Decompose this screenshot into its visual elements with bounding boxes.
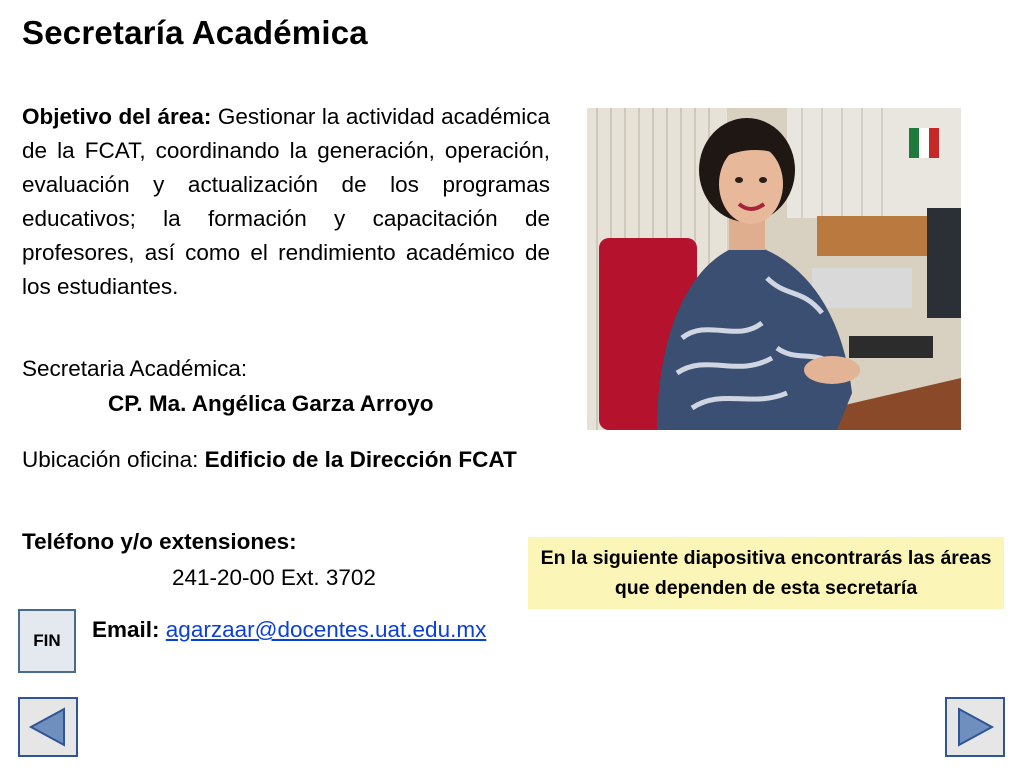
location-value: Edificio de la Dirección FCAT [204, 447, 517, 472]
email-row [92, 617, 486, 643]
triangle-right-icon [953, 705, 997, 749]
objective-label: Objetivo del área: [22, 104, 212, 129]
phone-value: 241-20-00 Ext. 3702 [172, 565, 376, 590]
next-slide-button[interactable] [945, 697, 1005, 757]
office-location [22, 443, 522, 477]
portrait-photo [587, 108, 961, 430]
slide-title: Secretaría Académica [22, 14, 368, 51]
secretary-label: Secretaria Académica: [22, 356, 248, 381]
location-label: Ubicación oficina: [22, 447, 199, 472]
email-link[interactable]: agarzaar@docentes.uat.edu.mx [165, 617, 487, 642]
triangle-left-icon [26, 705, 70, 749]
secretary-name: CP. Ma. Angélica Garza Arroyo [108, 391, 434, 416]
fin-button[interactable]: FIN [18, 609, 76, 673]
phone-label: Teléfono y/o extensiones: [22, 529, 297, 554]
next-slide-note: En la siguiente diapositiva encontrarás las áreas que dependen de esta secretaría [528, 537, 1004, 609]
email-label: Email: [92, 617, 160, 642]
objective-paragraph [22, 100, 550, 304]
previous-slide-button[interactable] [18, 697, 78, 757]
objective-text: Gestionar la actividad académica de la FCAT, coordinando la generación, operación, evaluación y actualización de los programas educativos; la formación y capacitación de profesores, así como el rendimiento académico de los estudiantes. [22, 104, 550, 299]
portrait-illustration [587, 108, 961, 430]
